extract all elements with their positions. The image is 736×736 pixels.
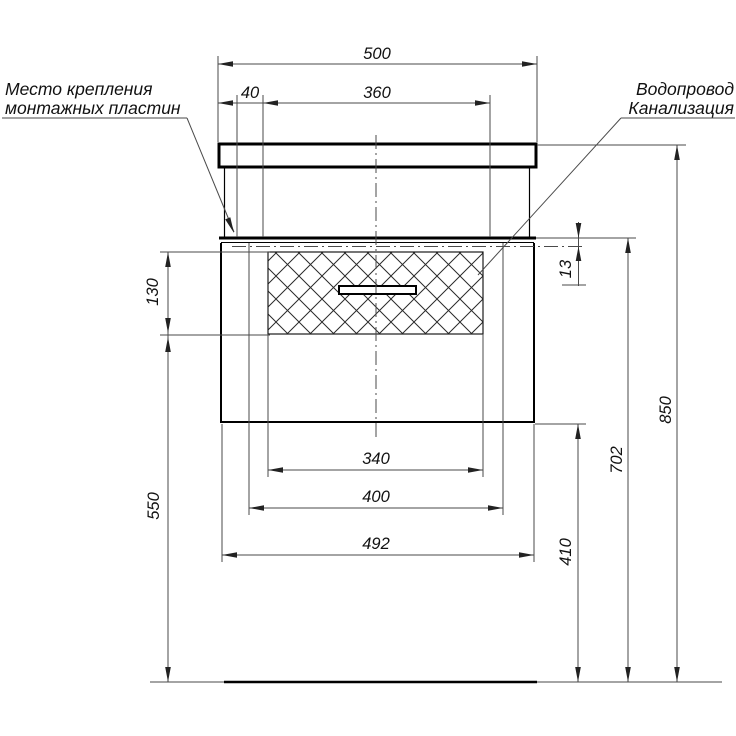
dimension-lines [168, 64, 677, 682]
leader-plumbing [478, 79, 735, 275]
dim-40: 40 [240, 84, 260, 102]
mounting-label-line1: Место крепления [5, 79, 153, 99]
plumbing-label-line2: Канализация [628, 98, 734, 118]
plumbing-leader-line [478, 118, 621, 275]
dim-360: 360 [363, 84, 391, 102]
dim-492: 492 [362, 535, 390, 553]
dim-400: 400 [362, 488, 390, 506]
dim-850: 850 [657, 396, 675, 424]
mounting-leader-line [187, 118, 234, 232]
vanity-front-view [219, 144, 536, 422]
dim-130: 130 [144, 278, 162, 306]
mounting-leader-arrow [225, 217, 234, 233]
dim-340: 340 [362, 450, 390, 468]
drawer-handle [339, 286, 416, 294]
dim-500: 500 [363, 45, 391, 63]
leader-mounting-plates [2, 79, 234, 233]
dim-702: 702 [608, 446, 626, 474]
countertop [219, 144, 536, 167]
dim-410: 410 [557, 538, 575, 566]
mounting-label-line2: монтажных пластин [5, 98, 181, 118]
plumbing-label-line1: Водопровод [635, 79, 734, 99]
dim-13: 13 [557, 259, 575, 279]
dimension-arrows [165, 61, 680, 682]
dim-550: 550 [145, 492, 163, 520]
